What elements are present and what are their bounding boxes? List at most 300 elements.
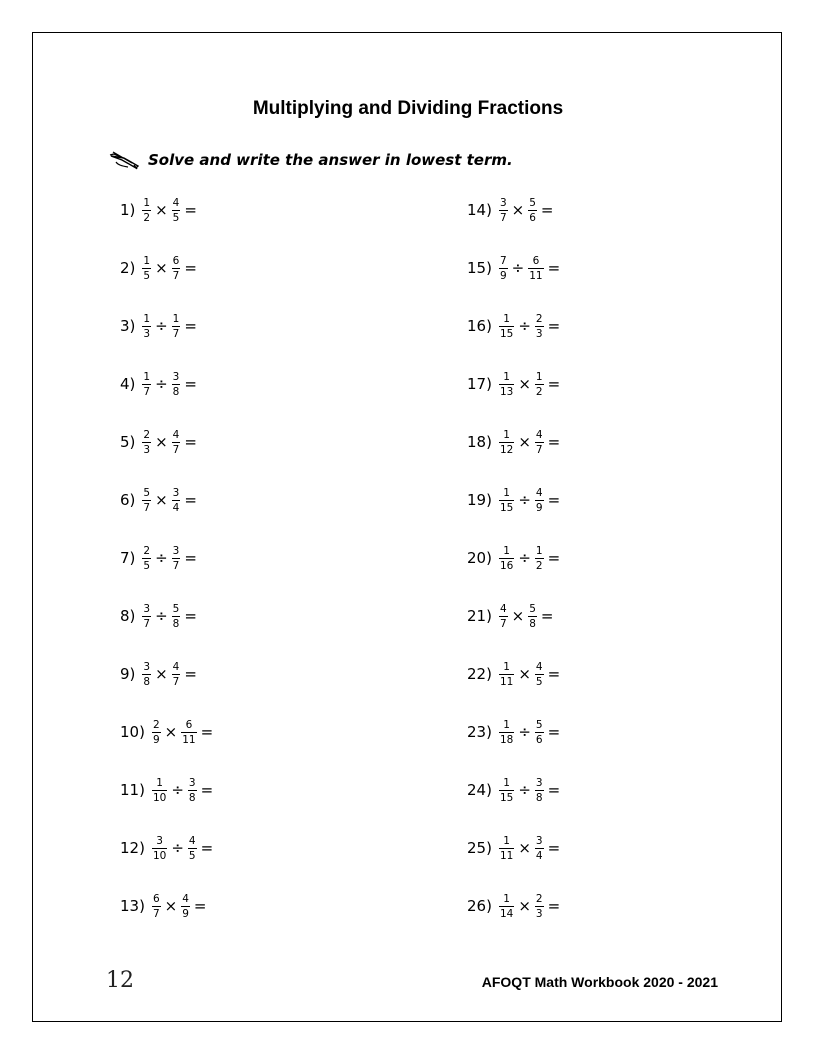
fraction-a xyxy=(142,371,151,398)
equals-sign: = xyxy=(200,781,214,799)
denominator: 7 xyxy=(172,327,180,340)
numerator: 1 xyxy=(503,486,510,499)
fraction-a xyxy=(499,893,514,920)
denominator: 7 xyxy=(143,501,151,514)
fraction-a xyxy=(142,313,151,340)
fraction-bar xyxy=(499,906,514,907)
equals-sign: = xyxy=(547,433,561,451)
problem-number: 14) xyxy=(467,201,492,219)
fraction-a xyxy=(499,487,514,514)
numerator: 4 xyxy=(172,660,180,673)
fraction-bar xyxy=(172,210,181,211)
problem-item xyxy=(467,364,560,404)
fraction-b xyxy=(535,893,544,920)
fraction-b xyxy=(181,893,190,920)
denominator: 7 xyxy=(172,269,180,282)
problem-item xyxy=(467,480,560,520)
fraction-b xyxy=(535,371,544,398)
denominator: 8 xyxy=(535,791,543,804)
fraction-bar xyxy=(528,268,543,269)
fraction-b xyxy=(535,777,544,804)
fraction-a xyxy=(152,835,167,862)
numerator: 1 xyxy=(143,370,151,383)
numerator: 1 xyxy=(172,312,180,325)
fraction-b xyxy=(535,429,544,456)
fraction-bar xyxy=(528,210,537,211)
problem-number: 23) xyxy=(467,723,492,741)
fraction-b xyxy=(535,719,544,746)
problem-number: 4) xyxy=(120,375,136,393)
fraction-b xyxy=(535,487,544,514)
page-number: 12 xyxy=(106,968,134,993)
numerator: 4 xyxy=(172,428,180,441)
fraction-bar xyxy=(535,790,544,791)
numerator: 1 xyxy=(143,254,151,267)
fraction-a xyxy=(142,661,151,688)
fraction-bar xyxy=(142,326,151,327)
operator: ÷ xyxy=(155,607,168,625)
numerator: 1 xyxy=(535,370,543,383)
problem-item xyxy=(120,422,197,462)
problem-number: 25) xyxy=(467,839,492,857)
problem-item xyxy=(120,770,213,810)
fraction-bar xyxy=(535,326,544,327)
problem-item xyxy=(467,538,560,578)
fraction-bar xyxy=(172,616,181,617)
fraction-bar xyxy=(535,384,544,385)
fraction-a xyxy=(499,255,508,282)
numerator: 6 xyxy=(532,254,540,267)
denominator: 3 xyxy=(143,443,151,456)
denominator: 11 xyxy=(182,733,196,746)
fraction-bar xyxy=(181,906,190,907)
fraction-a xyxy=(142,255,151,282)
fraction-a xyxy=(499,777,514,804)
fraction-bar xyxy=(172,268,181,269)
fraction-b xyxy=(535,835,544,862)
operator: × xyxy=(155,491,168,509)
equals-sign: = xyxy=(547,665,561,683)
fraction-bar xyxy=(499,442,514,443)
fraction-bar xyxy=(172,674,181,675)
operator: × xyxy=(518,375,531,393)
operator: ÷ xyxy=(518,317,531,335)
fraction-a xyxy=(152,893,161,920)
numerator: 6 xyxy=(172,254,180,267)
fraction-bar xyxy=(535,674,544,675)
problem-number: 5) xyxy=(120,433,136,451)
denominator: 7 xyxy=(143,617,151,630)
denominator: 4 xyxy=(535,849,543,862)
denominator: 6 xyxy=(529,211,536,224)
numerator: 5 xyxy=(143,486,151,499)
fraction-bar xyxy=(535,732,544,733)
denominator: 9 xyxy=(152,733,160,746)
operator: × xyxy=(518,665,531,683)
problem-item xyxy=(467,422,560,462)
numerator: 3 xyxy=(499,196,507,209)
problem-number: 1) xyxy=(120,201,136,219)
operator: ÷ xyxy=(171,781,184,799)
fraction-a xyxy=(499,429,514,456)
denominator: 18 xyxy=(499,733,514,746)
problem-number: 15) xyxy=(467,259,492,277)
denominator: 4 xyxy=(172,501,180,514)
operator: ÷ xyxy=(518,491,531,509)
equals-sign: = xyxy=(547,317,561,335)
numerator: 5 xyxy=(172,602,180,615)
problem-item xyxy=(120,596,197,636)
denominator: 3 xyxy=(535,327,543,340)
fraction-b xyxy=(172,545,181,572)
problem-number: 6) xyxy=(120,491,136,509)
operator: ÷ xyxy=(155,375,168,393)
denominator: 16 xyxy=(499,559,514,572)
denominator: 9 xyxy=(535,501,543,514)
fraction-b xyxy=(528,603,537,630)
operator: ÷ xyxy=(155,549,168,567)
denominator: 8 xyxy=(143,675,151,688)
fraction-b xyxy=(528,197,537,224)
problem-number: 24) xyxy=(467,781,492,799)
problem-item xyxy=(467,712,560,752)
fraction-bar xyxy=(535,558,544,559)
denominator: 2 xyxy=(535,385,543,398)
denominator: 10 xyxy=(152,849,167,862)
fraction-a xyxy=(499,371,514,398)
operator: × xyxy=(518,839,531,857)
numerator: 1 xyxy=(535,544,543,557)
fraction-bar xyxy=(499,500,514,501)
fraction-a xyxy=(142,603,151,630)
problem-item xyxy=(120,248,197,288)
denominator: 7 xyxy=(172,675,180,688)
problem-number: 17) xyxy=(467,375,492,393)
fraction-bar xyxy=(181,732,196,733)
operator: × xyxy=(164,897,178,915)
denominator: 5 xyxy=(172,211,180,224)
operator: ÷ xyxy=(518,723,531,741)
operator: ÷ xyxy=(155,317,168,335)
pencil-icon xyxy=(108,149,140,171)
fraction-bar xyxy=(499,790,514,791)
operator: × xyxy=(164,723,178,741)
fraction-bar xyxy=(535,848,544,849)
denominator: 8 xyxy=(172,617,180,630)
denominator: 15 xyxy=(499,791,514,804)
problem-number: 26) xyxy=(467,897,492,915)
fraction-a xyxy=(499,719,514,746)
equals-sign: = xyxy=(547,259,561,277)
fraction-bar xyxy=(142,384,151,385)
numerator: 4 xyxy=(182,892,189,905)
denominator: 11 xyxy=(529,269,543,282)
denominator: 3 xyxy=(143,327,151,340)
numerator: 1 xyxy=(503,312,510,325)
fraction-a xyxy=(499,313,514,340)
fraction-a xyxy=(499,661,514,688)
operator: × xyxy=(511,607,525,625)
numerator: 1 xyxy=(503,718,510,731)
equals-sign: = xyxy=(184,607,197,625)
equals-sign: = xyxy=(184,491,197,509)
numerator: 1 xyxy=(143,312,151,325)
problem-number: 19) xyxy=(467,491,492,509)
fraction-bar xyxy=(142,268,151,269)
operator: ÷ xyxy=(518,781,531,799)
problem-item xyxy=(467,190,553,230)
numerator: 1 xyxy=(503,660,510,673)
fraction-bar xyxy=(188,848,197,849)
numerator: 5 xyxy=(529,602,536,615)
numerator: 3 xyxy=(172,370,180,383)
operator: ÷ xyxy=(171,839,184,857)
denominator: 11 xyxy=(499,675,514,688)
numerator: 5 xyxy=(529,196,536,209)
problem-number: 20) xyxy=(467,549,492,567)
numerator: 2 xyxy=(535,892,543,905)
denominator: 7 xyxy=(499,211,507,224)
numerator: 1 xyxy=(156,776,163,789)
equals-sign: = xyxy=(547,897,561,915)
equals-sign: = xyxy=(540,201,554,219)
fraction-b xyxy=(188,835,197,862)
numerator: 2 xyxy=(535,312,543,325)
numerator: 1 xyxy=(503,370,510,383)
equals-sign: = xyxy=(184,317,197,335)
operator: × xyxy=(155,201,168,219)
numerator: 4 xyxy=(535,660,543,673)
numerator: 3 xyxy=(143,660,151,673)
denominator: 7 xyxy=(143,385,151,398)
fraction-b xyxy=(172,429,181,456)
equals-sign: = xyxy=(184,259,197,277)
equals-sign: = xyxy=(547,723,561,741)
denominator: 7 xyxy=(499,617,507,630)
numerator: 4 xyxy=(499,602,507,615)
fraction-bar xyxy=(172,442,181,443)
fraction-a xyxy=(152,777,167,804)
fraction-bar xyxy=(142,616,151,617)
denominator: 8 xyxy=(172,385,180,398)
fraction-bar xyxy=(528,616,537,617)
operator: × xyxy=(518,897,531,915)
operator: × xyxy=(155,665,168,683)
fraction-bar xyxy=(499,732,514,733)
denominator: 7 xyxy=(535,443,543,456)
problem-item xyxy=(467,828,560,868)
denominator: 12 xyxy=(499,443,514,456)
problem-number: 9) xyxy=(120,665,136,683)
instruction-text: Solve and write the answer in lowest term. xyxy=(148,151,513,169)
denominator: 8 xyxy=(529,617,536,630)
footer-title: AFOQT Math Workbook 2020 - 2021 xyxy=(481,974,718,990)
equals-sign: = xyxy=(547,781,561,799)
numerator: 2 xyxy=(143,544,151,557)
problem-item xyxy=(467,886,560,926)
numerator: 4 xyxy=(188,834,196,847)
fraction-a xyxy=(499,545,514,572)
operator: × xyxy=(511,201,525,219)
equals-sign: = xyxy=(193,897,207,915)
fraction-bar xyxy=(499,674,514,675)
fraction-bar xyxy=(152,906,161,907)
fraction-b xyxy=(172,313,181,340)
denominator: 5 xyxy=(143,559,151,572)
numerator: 3 xyxy=(156,834,163,847)
fraction-b xyxy=(535,661,544,688)
denominator: 6 xyxy=(535,733,543,746)
problem-item xyxy=(467,306,560,346)
fraction-a xyxy=(142,197,151,224)
fraction-bar xyxy=(142,558,151,559)
operator: × xyxy=(155,433,168,451)
numerator: 4 xyxy=(535,428,543,441)
problem-item xyxy=(120,306,197,346)
problem-number: 7) xyxy=(120,549,136,567)
numerator: 3 xyxy=(535,834,543,847)
fraction-b xyxy=(188,777,197,804)
problem-number: 22) xyxy=(467,665,492,683)
fraction-bar xyxy=(499,558,514,559)
denominator: 5 xyxy=(143,269,151,282)
numerator: 4 xyxy=(172,196,180,209)
denominator: 7 xyxy=(172,443,180,456)
numerator: 3 xyxy=(172,486,180,499)
fraction-a xyxy=(499,197,508,224)
problem-number: 12) xyxy=(120,839,145,857)
fraction-bar xyxy=(142,442,151,443)
equals-sign: = xyxy=(184,433,197,451)
fraction-bar xyxy=(499,210,508,211)
equals-sign: = xyxy=(184,665,197,683)
numerator: 1 xyxy=(503,892,510,905)
denominator: 9 xyxy=(499,269,507,282)
fraction-a xyxy=(142,487,151,514)
numerator: 5 xyxy=(535,718,543,731)
denominator: 5 xyxy=(535,675,543,688)
fraction-bar xyxy=(142,210,151,211)
numerator: 2 xyxy=(152,718,160,731)
denominator: 5 xyxy=(188,849,196,862)
fraction-b xyxy=(172,371,181,398)
fraction-bar xyxy=(499,384,514,385)
numerator: 1 xyxy=(503,428,510,441)
numerator: 3 xyxy=(535,776,543,789)
fraction-bar xyxy=(188,790,197,791)
fraction-b xyxy=(528,255,543,282)
fraction-bar xyxy=(172,500,181,501)
numerator: 6 xyxy=(185,718,193,731)
equals-sign: = xyxy=(200,839,214,857)
equals-sign: = xyxy=(547,375,561,393)
operator: × xyxy=(518,433,531,451)
problem-item xyxy=(120,654,197,694)
equals-sign: = xyxy=(547,839,561,857)
problem-item xyxy=(120,828,213,868)
operator: ÷ xyxy=(518,549,531,567)
numerator: 1 xyxy=(503,834,510,847)
fraction-a xyxy=(142,429,151,456)
problem-number: 18) xyxy=(467,433,492,451)
problem-item xyxy=(467,596,553,636)
fraction-b xyxy=(172,487,181,514)
fraction-bar xyxy=(172,326,181,327)
problem-item xyxy=(120,538,197,578)
denominator: 2 xyxy=(535,559,543,572)
fraction-bar xyxy=(535,906,544,907)
fraction-bar xyxy=(142,674,151,675)
fraction-bar xyxy=(499,848,514,849)
denominator: 3 xyxy=(535,907,543,920)
denominator: 10 xyxy=(152,791,167,804)
fraction-bar xyxy=(152,848,167,849)
page-border xyxy=(32,32,782,1022)
fraction-bar xyxy=(499,268,508,269)
problem-number: 8) xyxy=(120,607,136,625)
problem-number: 21) xyxy=(467,607,492,625)
equals-sign: = xyxy=(200,723,214,741)
fraction-b xyxy=(535,313,544,340)
page-title: Multiplying and Dividing Fractions xyxy=(252,98,564,119)
fraction-a xyxy=(142,545,151,572)
denominator: 7 xyxy=(172,559,180,572)
equals-sign: = xyxy=(184,201,197,219)
fraction-b xyxy=(172,661,181,688)
fraction-bar xyxy=(499,616,508,617)
denominator: 13 xyxy=(499,385,514,398)
numerator: 7 xyxy=(499,254,507,267)
instruction-line xyxy=(108,147,513,173)
fraction-b xyxy=(172,197,181,224)
problem-item xyxy=(120,190,197,230)
problem-item xyxy=(120,364,197,404)
denominator: 15 xyxy=(499,327,514,340)
operator: ÷ xyxy=(511,259,525,277)
problem-number: 11) xyxy=(120,781,145,799)
fraction-bar xyxy=(142,500,151,501)
fraction-bar xyxy=(172,384,181,385)
denominator: 2 xyxy=(143,211,151,224)
equals-sign: = xyxy=(184,549,197,567)
problem-item xyxy=(467,654,560,694)
denominator: 11 xyxy=(499,849,514,862)
problem-item xyxy=(467,248,560,288)
fraction-bar xyxy=(535,500,544,501)
denominator: 8 xyxy=(188,791,196,804)
fraction-bar xyxy=(535,442,544,443)
problem-number: 2) xyxy=(120,259,136,277)
fraction-a xyxy=(499,835,514,862)
numerator: 3 xyxy=(172,544,180,557)
equals-sign: = xyxy=(540,607,554,625)
problem-item xyxy=(120,886,206,926)
equals-sign: = xyxy=(547,549,561,567)
problem-number: 13) xyxy=(120,897,145,915)
fraction-b xyxy=(181,719,196,746)
numerator: 3 xyxy=(143,602,151,615)
fraction-bar xyxy=(152,732,161,733)
numerator: 1 xyxy=(503,544,510,557)
numerator: 1 xyxy=(143,196,151,209)
denominator: 14 xyxy=(499,907,514,920)
fraction-a xyxy=(152,719,161,746)
fraction-bar xyxy=(499,326,514,327)
fraction-a xyxy=(499,603,508,630)
denominator: 7 xyxy=(152,907,160,920)
problem-item xyxy=(120,712,213,752)
fraction-b xyxy=(172,603,181,630)
